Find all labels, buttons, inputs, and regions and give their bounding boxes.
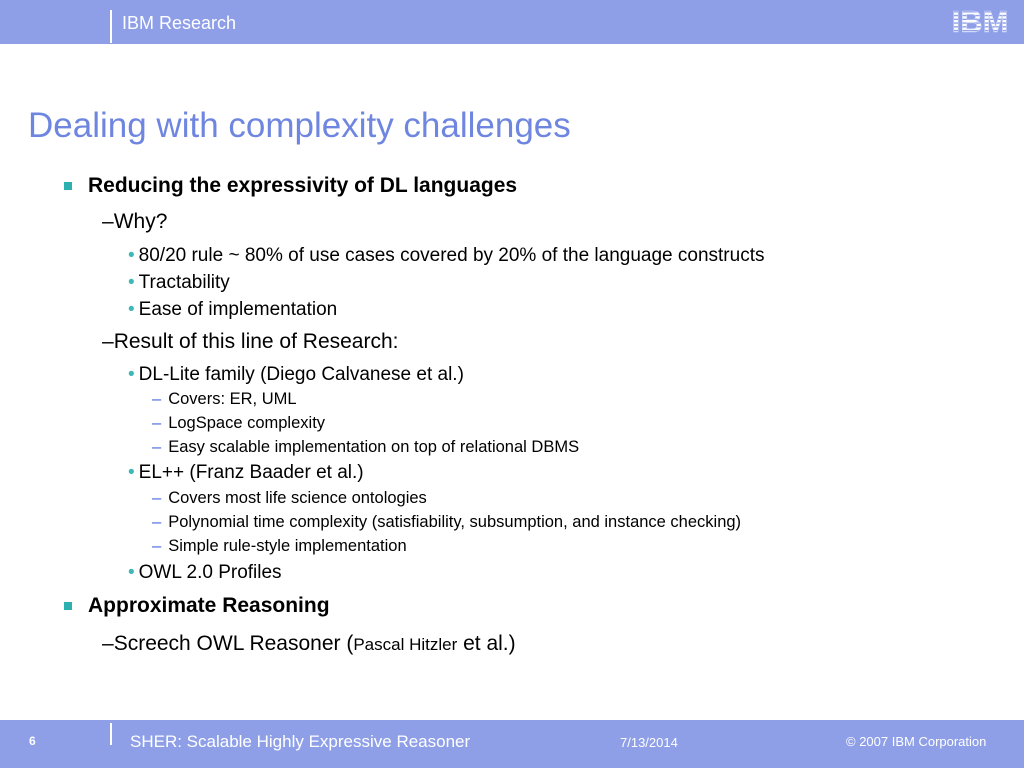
- footer-copyright: © 2007 IBM Corporation: [846, 734, 987, 749]
- footer-divider: [110, 723, 112, 745]
- page-number: 6: [29, 734, 36, 748]
- bullet-dot-icon: •: [128, 462, 135, 483]
- list-subitem: – Easy scalable implementation on top of relational DBMS: [152, 438, 580, 456]
- header-bar: [0, 0, 1024, 44]
- footer-title: SHER: Scalable Highly Expressive Reasoner: [130, 732, 471, 751]
- bullet-square-icon: [64, 182, 72, 190]
- list-item: • 80/20 rule ~ 80% of use cases covered by 20% of the language constructs: [128, 245, 765, 266]
- bullet-dot-icon: •: [128, 364, 135, 385]
- bullet-1-label: Reducing the expressivity of DL languages: [88, 174, 518, 197]
- bullet-dot-icon: •: [128, 272, 135, 293]
- sub-bullet-screech: –Screech OWL Reasoner (Pascal Hitzler et al.): [102, 632, 516, 655]
- sub-bullet-result: –Result of this line of Research:: [102, 330, 399, 353]
- list-subitem: – Simple rule-style implementation: [152, 537, 407, 555]
- dash-icon: –: [152, 513, 162, 531]
- list-item: • Tractability: [128, 272, 230, 293]
- footer-date: 7/13/2014: [620, 735, 678, 750]
- bullet-2-label: Approximate Reasoning: [88, 594, 330, 617]
- list-item: • Ease of implementation: [128, 299, 338, 320]
- header-divider: [110, 10, 112, 43]
- list-subitem: – Covers most life science ontologies: [152, 489, 427, 507]
- slide-title: Dealing with complexity challenges: [28, 106, 571, 145]
- list-item: • DL-Lite family (Diego Calvanese et al.): [128, 364, 464, 385]
- dash-icon: –: [152, 489, 162, 507]
- sub-bullet-why: –Why?: [102, 210, 168, 233]
- dash-icon: –: [152, 537, 162, 555]
- ibm-logo: [946, 5, 1014, 35]
- dash-icon: –: [152, 414, 162, 432]
- bullet-dot-icon: •: [128, 562, 135, 583]
- dash-icon: –: [152, 390, 162, 408]
- bullet-dot-icon: •: [128, 299, 135, 320]
- list-subitem: – LogSpace complexity: [152, 414, 326, 432]
- list-subitem: – Polynomial time complexity (satisfiability, subsumption, and instance checking): [152, 513, 742, 531]
- header-org-label: IBM Research: [122, 13, 237, 33]
- dash-icon: –: [152, 438, 162, 456]
- bullet-dot-icon: •: [128, 245, 135, 266]
- list-subitem: – Covers: ER, UML: [152, 390, 297, 408]
- list-item: • OWL 2.0 Profiles: [128, 562, 282, 583]
- footer-bar: [0, 720, 1024, 768]
- list-item: • EL++ (Franz Baader et al.): [128, 462, 364, 483]
- bullet-square-icon: [64, 602, 72, 610]
- svg-text:IBM: IBM: [951, 5, 1009, 35]
